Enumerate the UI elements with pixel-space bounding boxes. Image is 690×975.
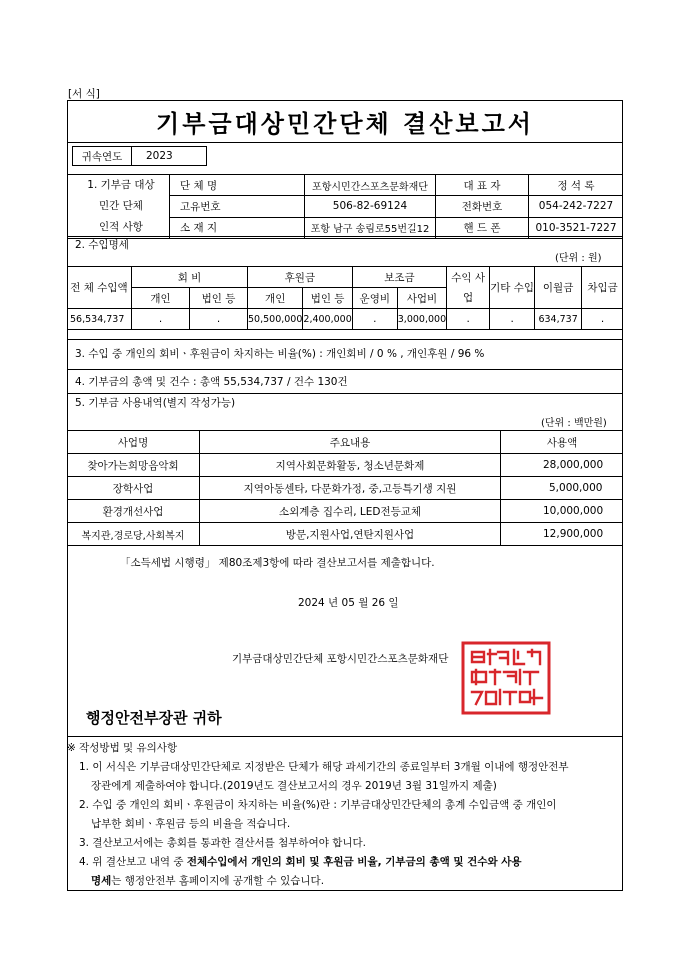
table-row xyxy=(67,500,623,523)
note-4a-bold: 전체수입에서 개인의 회비 및 후원금 비율, 기부금의 총액 및 건수와 사용 xyxy=(186,856,522,868)
income-unit: (단위 : 원) xyxy=(555,253,602,264)
representative-label: 대 표 자 xyxy=(436,175,529,196)
addressee: 행정안전부장관 귀하 xyxy=(86,709,222,727)
org-info-heading-line3: 인적 사항 xyxy=(99,221,143,233)
ratio-section xyxy=(67,339,623,369)
representative-value: 정 석 록 xyxy=(529,175,624,196)
usage-content: 소외계층 집수리, LED전등교체 xyxy=(200,500,501,523)
page-title: 기부금대상민간단체 결산보고서 xyxy=(156,109,534,138)
usage-table xyxy=(67,430,623,546)
col-total-header: 전 체 수입액 xyxy=(67,267,132,309)
address-value: 포항 남구 송림로55번길12 xyxy=(305,217,436,238)
usage-header-content: 주요내용 xyxy=(200,431,501,454)
mobile-label: 핸 드 폰 xyxy=(436,217,529,238)
usage-name: 환경개선사업 xyxy=(67,500,200,523)
mobile-value: 010-3521-7227 xyxy=(529,217,624,238)
usage-amount: 5,000,000 xyxy=(501,477,624,500)
address-label: 소 재 지 xyxy=(170,217,305,238)
org-name-value: 포항시민간스포츠문화재단 xyxy=(305,175,436,196)
val-support-corp: 2,400,000 xyxy=(303,309,352,330)
notes-divider xyxy=(67,736,623,737)
val-support-personal: 50,500,000 xyxy=(248,309,303,330)
usage-amount: 10,000,000 xyxy=(501,500,624,523)
val-subsidy-operating: . xyxy=(352,309,397,330)
val-subsidy-project: 3,000,000 xyxy=(397,309,446,330)
usage-content: 지역사회문화활동, 청소년문화제 xyxy=(200,454,501,477)
note-4b-post: 는 행정안전부 홈페이지에 공개할 수 있습니다. xyxy=(111,875,325,887)
note-2a: 2. 수입 중 개인의 회비ㆍ후원금이 차지하는 비율(%)란 : 기부금대상민간단체의 총계 수입금액 중 개인이 xyxy=(79,799,557,811)
usage-header-name: 사업명 xyxy=(67,431,200,454)
org-info-heading xyxy=(67,175,170,239)
col-other-header: 기타 수입 xyxy=(490,267,535,309)
val-profit: . xyxy=(447,309,490,330)
usage-unit: (단위 : 백만원) xyxy=(541,418,607,429)
val-loan: . xyxy=(582,309,623,330)
org-info-table xyxy=(67,174,623,239)
org-info-heading-line1: 1. 기부금 대상 xyxy=(87,179,155,191)
income-table xyxy=(67,266,623,330)
sub-subsidy-project: 사업비 xyxy=(397,288,446,309)
title-divider xyxy=(67,142,623,143)
phone-label: 전화번호 xyxy=(436,196,529,217)
support-group-header: 후원금 xyxy=(248,267,353,288)
usage-name: 장학사업 xyxy=(67,477,200,500)
sub-support-corp: 법인 등 xyxy=(303,288,352,309)
usage-name: 찾아가는희망음악회 xyxy=(67,454,200,477)
year-label: 귀속연도 xyxy=(73,147,132,166)
sub-subsidy-operating: 운영비 xyxy=(352,288,397,309)
org-info-heading-line2: 민간 단체 xyxy=(99,200,143,212)
note-4b-bold: 명세 xyxy=(91,875,112,887)
col-profit-header: 수익 사업 xyxy=(447,267,490,309)
usage-amount: 28,000,000 xyxy=(501,454,624,477)
sub-support-personal: 개인 xyxy=(248,288,303,309)
val-fee-corp: . xyxy=(190,309,248,330)
usage-section xyxy=(67,393,623,430)
table-row xyxy=(67,523,623,546)
signer-name: 기부금대상민간단체 포항시민간스포츠문화재단 xyxy=(232,653,449,665)
note-4a-pre: 4. 위 결산보고 내역 중 xyxy=(79,856,187,868)
income-heading: 2. 수입명세 xyxy=(75,239,129,251)
org-name-label: 단 체 명 xyxy=(170,175,305,196)
usage-content: 지역아동센타, 다문화가정, 중,고등특기생 지원 xyxy=(200,477,501,500)
usage-header-amount: 사용액 xyxy=(501,431,624,454)
val-fee-personal: . xyxy=(132,309,190,330)
statement-text: 「소득세법 시행령」 제80조제3항에 따라 결산보고서를 제출합니다. xyxy=(120,557,435,569)
ratio-text: 3. 수입 중 개인의 회비ㆍ후원금이 차지하는 비율(%) : 개인회비 / 0 % , 개인후원 / 96 % xyxy=(75,348,485,360)
note-1a: 1. 이 서식은 기부금대상민간단체로 지정받은 단체가 해당 과세기간의 종료일부터 3개월 이내에 행정안전부 xyxy=(79,761,569,773)
year-box xyxy=(72,146,207,166)
note-3: 3. 결산보고서에는 총회를 통과한 결산서를 첨부하여야 합니다. xyxy=(79,837,366,849)
income-section xyxy=(67,236,623,266)
subsidy-group-header: 보조금 xyxy=(352,267,446,288)
val-other: . xyxy=(490,309,535,330)
val-carry: 634,737 xyxy=(535,309,582,330)
usage-content: 방문,지원사업,연탄지원사업 xyxy=(200,523,501,546)
val-total: 56,534,737 xyxy=(67,309,132,330)
note-4b xyxy=(91,872,324,891)
reg-number-label: 고유번호 xyxy=(170,196,305,217)
note-1b: 장관에게 제출하여야 합니다.(2019년도 결산보고서의 경우 2019년 3월 31일까지 제출) xyxy=(91,780,497,792)
phone-value: 054-242-7227 xyxy=(529,196,624,217)
fee-group-header: 회 비 xyxy=(132,267,248,288)
table-row xyxy=(67,454,623,477)
col-carry-header: 이월금 xyxy=(535,267,582,309)
year-value: 2023 xyxy=(132,147,207,166)
form-label: [서 식] xyxy=(68,88,100,100)
sub-fee-corp: 법인 등 xyxy=(190,288,248,309)
usage-name: 복지관,경로당,사회복지 xyxy=(67,523,200,546)
note-2b: 납부한 회비ㆍ후원금 등의 비율을 적습니다. xyxy=(91,818,291,830)
sub-fee-personal: 개인 xyxy=(132,288,190,309)
total-section xyxy=(67,369,623,393)
organization-seal-icon xyxy=(460,640,552,716)
note-4a xyxy=(79,853,522,872)
usage-heading: 5. 기부금 사용내역(별지 작성가능) xyxy=(75,397,236,409)
table-row xyxy=(67,477,623,500)
reg-number-value: 506-82-69124 xyxy=(305,196,436,217)
usage-amount: 12,900,000 xyxy=(501,523,624,546)
notes-heading: ※ 작성방법 및 유의사항 xyxy=(67,742,178,754)
report-date: 2024 년 05 월 26 일 xyxy=(298,597,399,609)
total-text: 4. 기부금의 총액 및 건수 : 총액 55,534,737 / 건수 130건 xyxy=(75,376,348,388)
col-loan-header: 차입금 xyxy=(582,267,623,309)
